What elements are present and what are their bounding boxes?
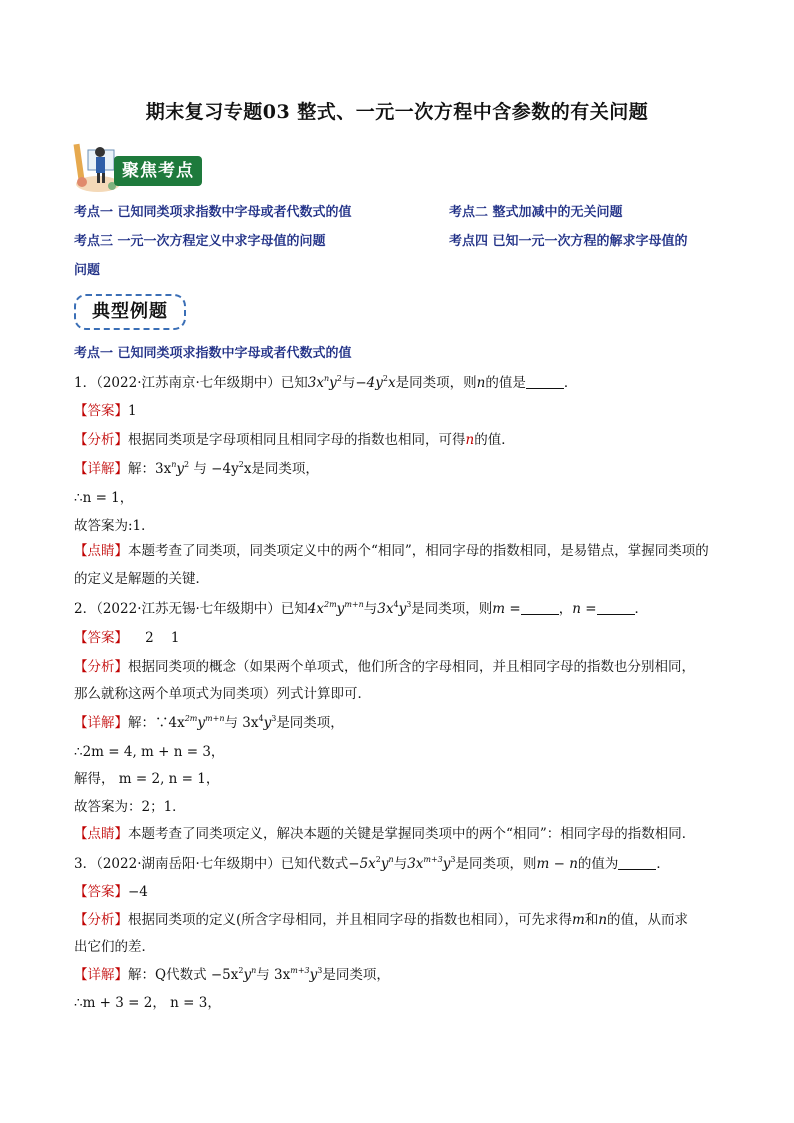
section-heading: 考点一 已知同类项求指数中字母或者代数式的值 bbox=[74, 346, 352, 361]
teacher-figure-icon bbox=[72, 142, 120, 194]
toc-item-4: 考点四 已知一元一次方程的解求字母值的 bbox=[449, 234, 688, 249]
q2-analysis-cont: 那么就称这两个单项式为同类项）列式计算即可． bbox=[74, 686, 371, 702]
q1-comment: 【点睛】本题考查了同类项，同类项定义中的两个“相同”，相同字母的指数相同，是易错点，掌握同类项的 bbox=[74, 543, 709, 559]
q3-analysis-cont: 出它们的差． bbox=[74, 939, 155, 955]
q3-analysis: 【分析】根据同类项的定义(所含字母相同，并且相同字母的指数也相同），可先求得m和n的值，从而求 bbox=[74, 912, 689, 928]
question-3-stem: 3．（2022·湖南岳阳·七年级期中）已知代数式$-5x^2y^n$与$3x^{m+3}y^3$是同类项，则m − n的值为 ． bbox=[74, 855, 670, 872]
q1-answer: 【答案】1 bbox=[74, 403, 137, 419]
page-title: 期末复习专题03 整式、一元一次方程中含参数的有关问题 bbox=[145, 101, 649, 123]
q3-answer: 【答案】−4 bbox=[74, 884, 148, 900]
answer-blank bbox=[597, 602, 635, 615]
focus-banner bbox=[72, 142, 204, 194]
question-2-stem: 2．（2022·江苏无锡·七年级期中）已知$4x^{2m}y^{m+n}$与$3x^4y^3$是同类项，则m = ，n = ． bbox=[74, 600, 649, 617]
q1-step-1: ∴n = 1， bbox=[74, 490, 134, 506]
q1-final: 故答案为:1． bbox=[74, 518, 155, 534]
q2-comment: 【点睛】本题考查了同类项定义，解决本题的关键是掌握同类项中的两个“相同”：相同字母的指数相同． bbox=[74, 826, 696, 842]
toc-item-1: 考点一 已知同类项求指数中字母或者代数式的值 bbox=[74, 205, 352, 220]
q2-step-2: 解得， m = 2, n = 1， bbox=[74, 771, 220, 787]
q1-analysis: 【分析】根据同类项是字母项相同且相同字母的指数也相同，可得n的值． bbox=[74, 432, 515, 448]
toc-item-4-cont: 问题 bbox=[74, 263, 101, 278]
q2-answer: 【答案】 2 1 bbox=[74, 630, 180, 646]
focus-banner-label: 聚焦考点 bbox=[114, 156, 202, 186]
q2-step-1: ∴2m = 4, m + n = 3， bbox=[74, 744, 225, 760]
toc-item-3: 考点三 一元一次方程定义中求字母值的问题 bbox=[74, 234, 326, 249]
q1-detail: 【详解】解：$3x^ny^2$ 与 $-4y^2x$是同类项， bbox=[74, 460, 319, 477]
q2-detail: 【详解】解：$\because 4x^{2m}y^{m+n}$与 $3x^4y^3$是同类项， bbox=[74, 714, 344, 731]
answer-blank bbox=[526, 376, 564, 389]
answer-blank bbox=[618, 857, 656, 870]
q1-comment-cont: 的定义是解题的关键． bbox=[74, 571, 209, 587]
section-label: 典型例题 bbox=[74, 294, 186, 330]
q2-analysis: 【分析】根据同类项的概念（如果两个单项式，他们所含的字母相同，并且相同字母的指数也分别相同， bbox=[74, 659, 695, 675]
q3-detail: 【详解】解：Q代数式 $-5x^2y^n$与 $3x^{m+3}y^3$是同类项， bbox=[74, 966, 390, 983]
answer-blank bbox=[521, 602, 559, 615]
question-1-stem: 1．（2022·江苏南京·七年级期中）已知$3x^ny^2$与$-4y^2x$是同类项，则n的值是 ． bbox=[74, 374, 578, 391]
toc-item-2: 考点二 整式加减中的无关问题 bbox=[449, 205, 623, 220]
q2-final: 故答案为：2；1． bbox=[74, 799, 186, 815]
q3-step-1: ∴m + 3 = 2， n = 3， bbox=[74, 995, 221, 1011]
